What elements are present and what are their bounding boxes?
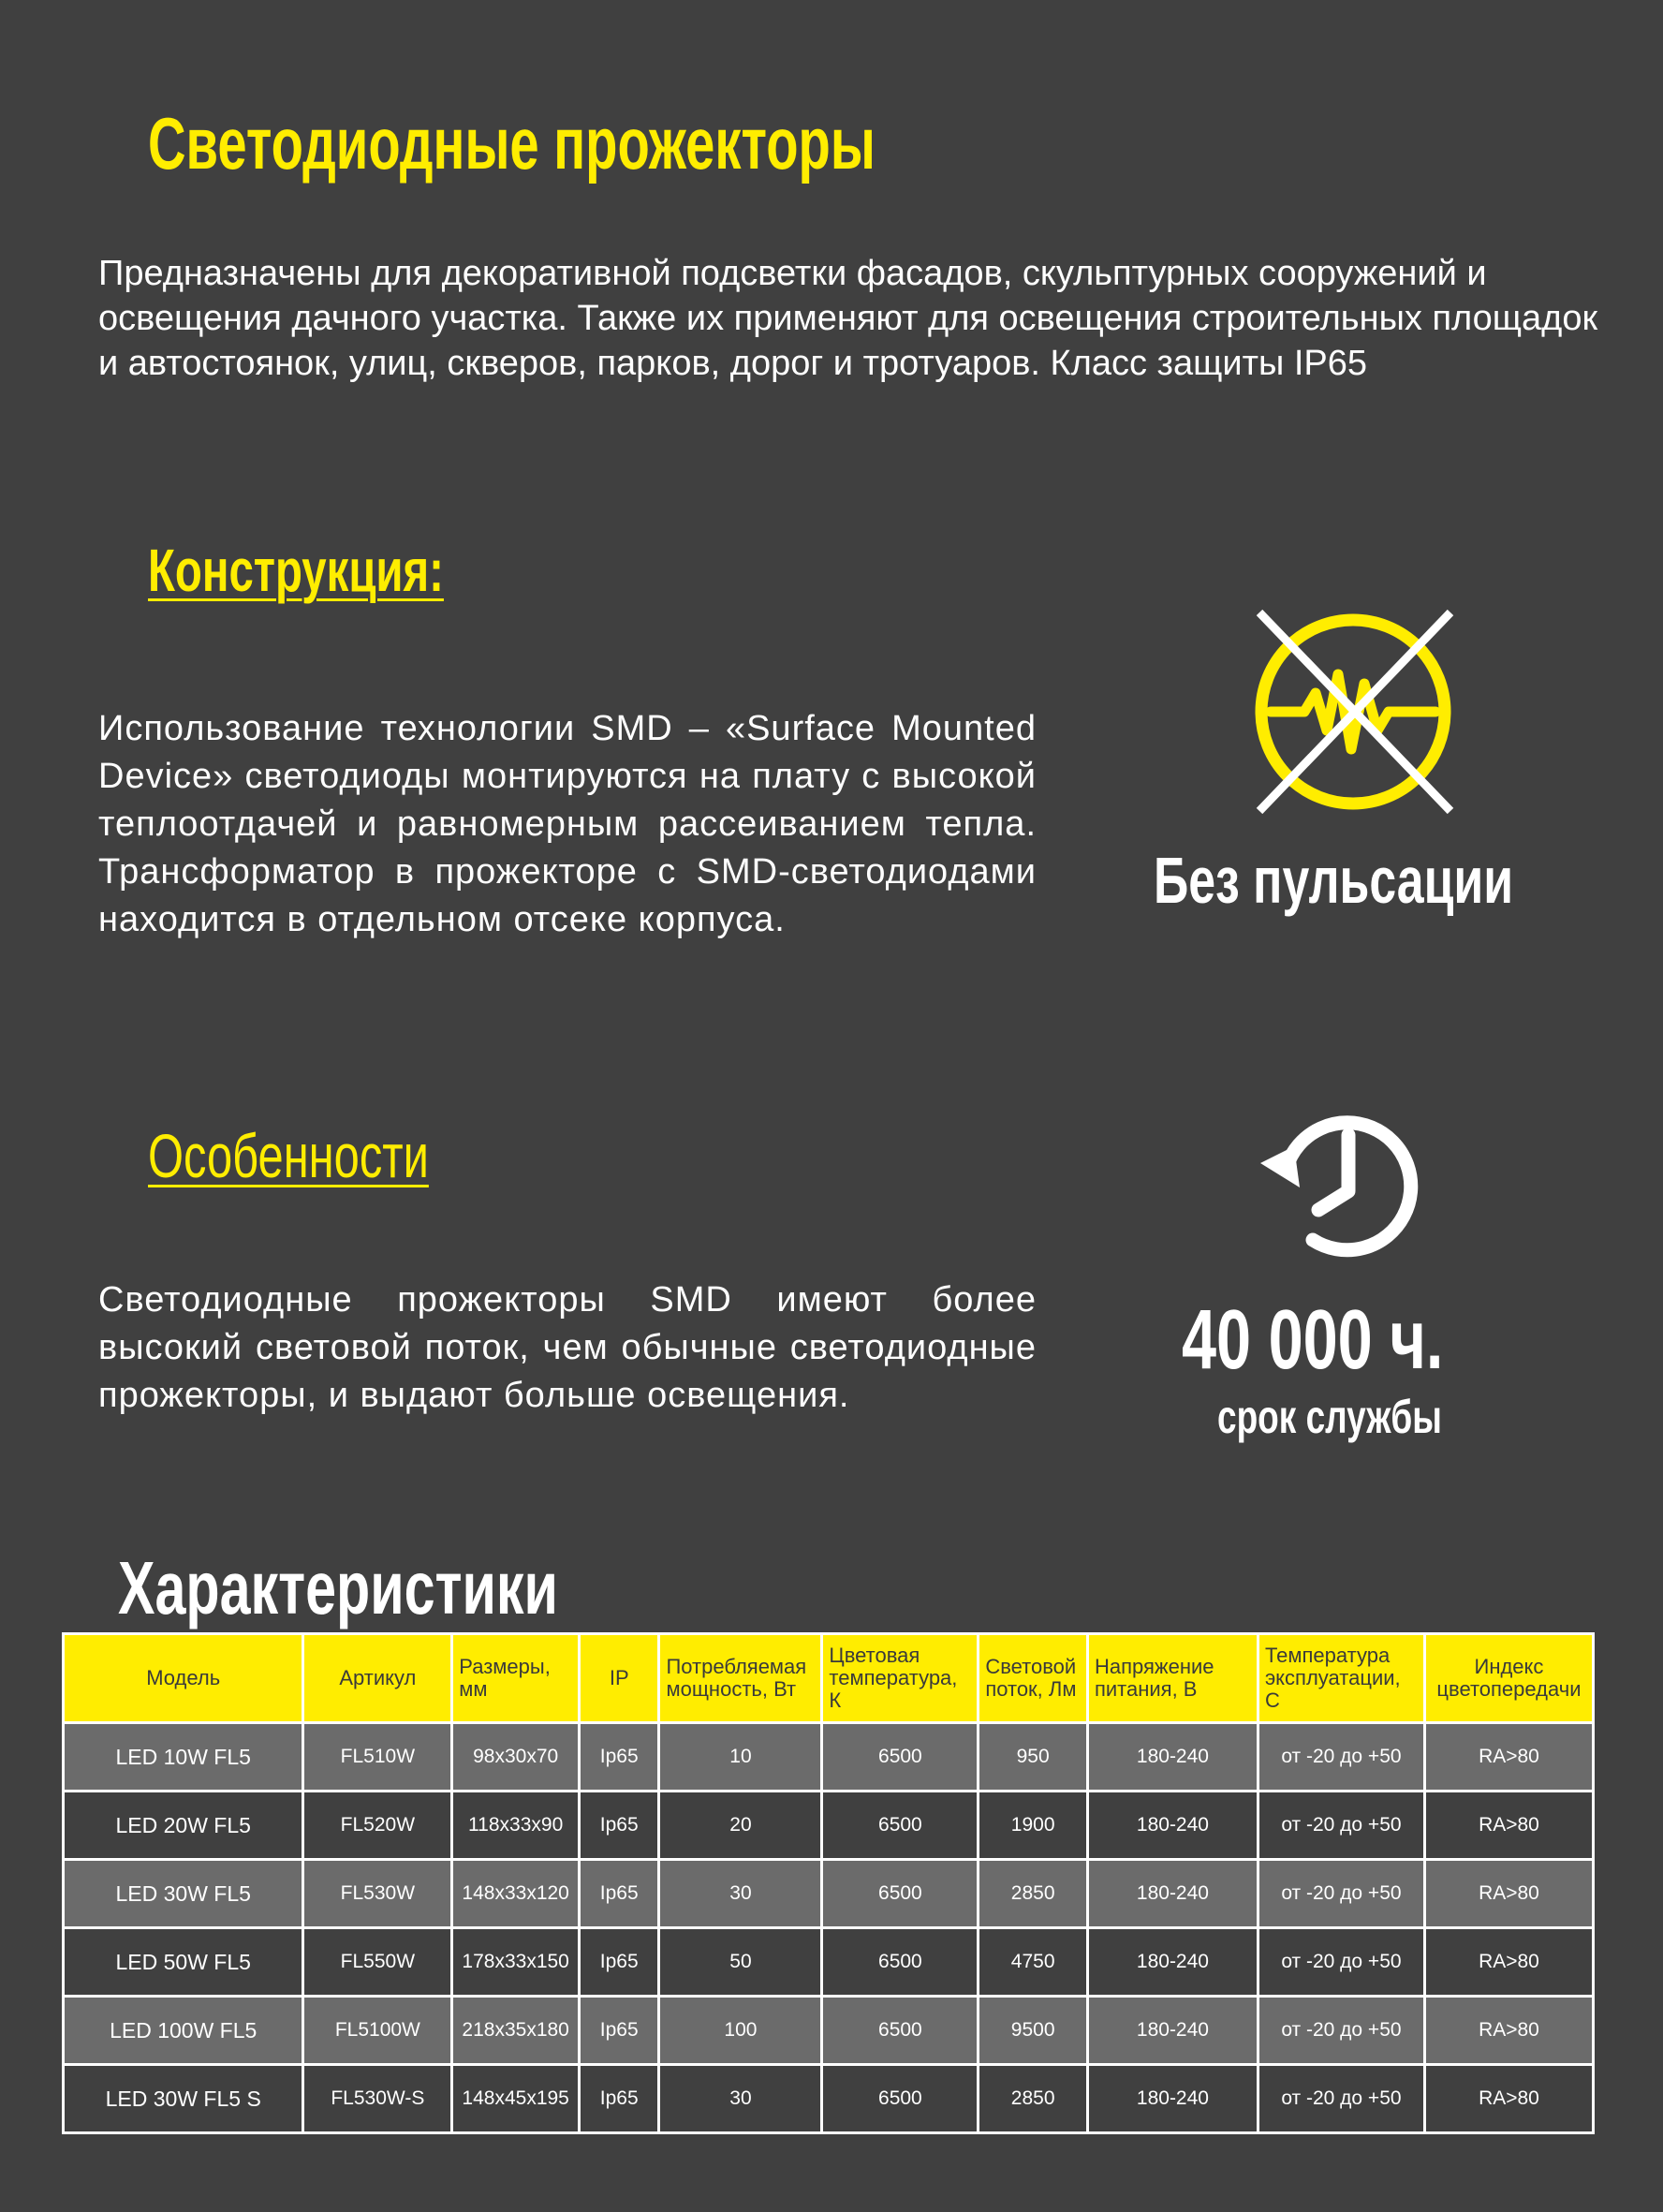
table-cell: 20 [660,1792,820,1858]
table-cell: 6500 [823,1861,977,1926]
table-cell: 180-240 [1089,1998,1257,2063]
table-cell: 6500 [823,1724,977,1790]
table-cell: 950 [979,1724,1086,1790]
table-cell: от -20 до +50 [1259,1724,1423,1790]
table-cell: 2850 [979,2066,1086,2131]
table-row [65,1929,1592,1995]
table-row [65,1792,1592,1858]
table-cell: FL510W [304,1724,450,1790]
column-header: Индекс цветопередачи [1426,1635,1592,1721]
lifetime-label: срок службы [1217,1391,1442,1443]
table-cell: от -20 до +50 [1259,1998,1423,2063]
table-cell: 1900 [979,1792,1086,1858]
table-cell: Ip65 [581,1792,657,1858]
table-cell: 9500 [979,1998,1086,2063]
no-pulse-label: Без пульсации [1154,844,1514,917]
table-cell: RA>80 [1426,1929,1592,1995]
column-header: IP [581,1635,657,1721]
table-cell: Ip65 [581,2066,657,2131]
table-header-row [65,1635,1592,1721]
table-cell: FL520W [304,1792,450,1858]
table-cell: 218x35x180 [453,1998,578,2063]
table-cell: FL530W [304,1861,450,1926]
table-row [65,2066,1592,2131]
column-header: Размеры, мм [453,1635,578,1721]
table-cell: Ip65 [581,1929,657,1995]
table-cell: 50 [660,1929,820,1995]
table-cell: 180-240 [1089,1724,1257,1790]
table-cell: от -20 до +50 [1259,2066,1423,2131]
table-cell: LED 100W FL5 [65,1998,302,2063]
table-cell: LED 20W FL5 [65,1792,302,1858]
table-cell: 2850 [979,1861,1086,1926]
construction-heading: Конструкция: [148,537,444,604]
specs-table [62,1632,1595,2134]
column-header: Потребляемая мощность, Вт [660,1635,820,1721]
table-cell: 178x33x150 [453,1929,578,1995]
features-heading: Особенности [148,1121,429,1190]
table-cell: 6500 [823,1792,977,1858]
table-cell: 30 [660,2066,820,2131]
table-cell: FL5100W [304,1998,450,2063]
column-header: Цветовая температура, К [823,1635,977,1721]
table-cell: 180-240 [1089,1861,1257,1926]
table-cell: Ip65 [581,1861,657,1926]
table-cell: RA>80 [1426,1724,1592,1790]
construction-paragraph: Использование технологии SMD – «Surface Mounted Device» светодиоды монтируются на плату с высокой теплоотдачей и равномерным рассеиванием тепла. Трансформатор в прожекторе с SMD-светодиодами находится в отдельном отсеке корпуса. [98,709,1037,939]
table-cell: FL550W [304,1929,450,1995]
column-header: Модель [65,1635,302,1721]
table-cell: LED 30W FL5 [65,1861,302,1926]
table-cell: 180-240 [1089,2066,1257,2131]
table-cell: RA>80 [1426,1998,1592,2063]
table-cell: от -20 до +50 [1259,1861,1423,1926]
column-header: Напряжение питания, В [1089,1635,1257,1721]
table-cell: RA>80 [1426,1861,1592,1926]
table-cell: LED 50W FL5 [65,1929,302,1995]
table-cell: 30 [660,1861,820,1926]
column-header: Температура эксплуатации, С [1259,1635,1423,1721]
table-cell: Ip65 [581,1998,657,2063]
table-cell: RA>80 [1426,1792,1592,1858]
table-cell: 148x45x195 [453,2066,578,2131]
table-cell: от -20 до +50 [1259,1792,1423,1858]
table-row [65,1998,1592,2063]
page-title: Светодиодные прожекторы [148,102,876,184]
table-row [65,1861,1592,1926]
table-cell: 6500 [823,2066,977,2131]
table-cell: 6500 [823,1998,977,2063]
table-cell: Ip65 [581,1724,657,1790]
clock-icon [1253,1109,1421,1259]
table-cell: LED 30W FL5 S [65,2066,302,2131]
column-header: Световой поток, Лм [979,1635,1086,1721]
column-header: Артикул [304,1635,450,1721]
table-cell: 118x33x90 [453,1792,578,1858]
table-cell: 180-240 [1089,1929,1257,1995]
table-cell: RA>80 [1426,2066,1592,2131]
specs-heading: Характеристики [118,1546,558,1630]
table-cell: 148x33x120 [453,1861,578,1926]
table-cell: 100 [660,1998,820,2063]
table-row [65,1724,1592,1790]
table-cell: FL530W-S [304,2066,450,2131]
table-cell: LED 10W FL5 [65,1724,302,1790]
table-cell: 6500 [823,1929,977,1995]
table-cell: от -20 до +50 [1259,1929,1423,1995]
features-paragraph: Светодиодные прожекторы SMD имеют более высокий световой поток, чем обычные светодиодные прожекторы, и выдают больше освещения. [98,1280,1037,1415]
table-cell: 10 [660,1724,820,1790]
lifetime-value: 40 000 ч. [1182,1293,1444,1387]
no-pulse-icon [1241,607,1465,815]
table-cell: 180-240 [1089,1792,1257,1858]
table-cell: 98x30x70 [453,1724,578,1790]
table-cell: 4750 [979,1929,1086,1995]
intro-paragraph: Предназначены для декоративной подсветки фасадов, скульптурных сооружений и освещения дачного участка. Также их применяют для освещения строительных площадок и автостоянок, улиц, скверов, парков, дорог и тротуаров. Класс защиты IP65 [98,254,1598,383]
